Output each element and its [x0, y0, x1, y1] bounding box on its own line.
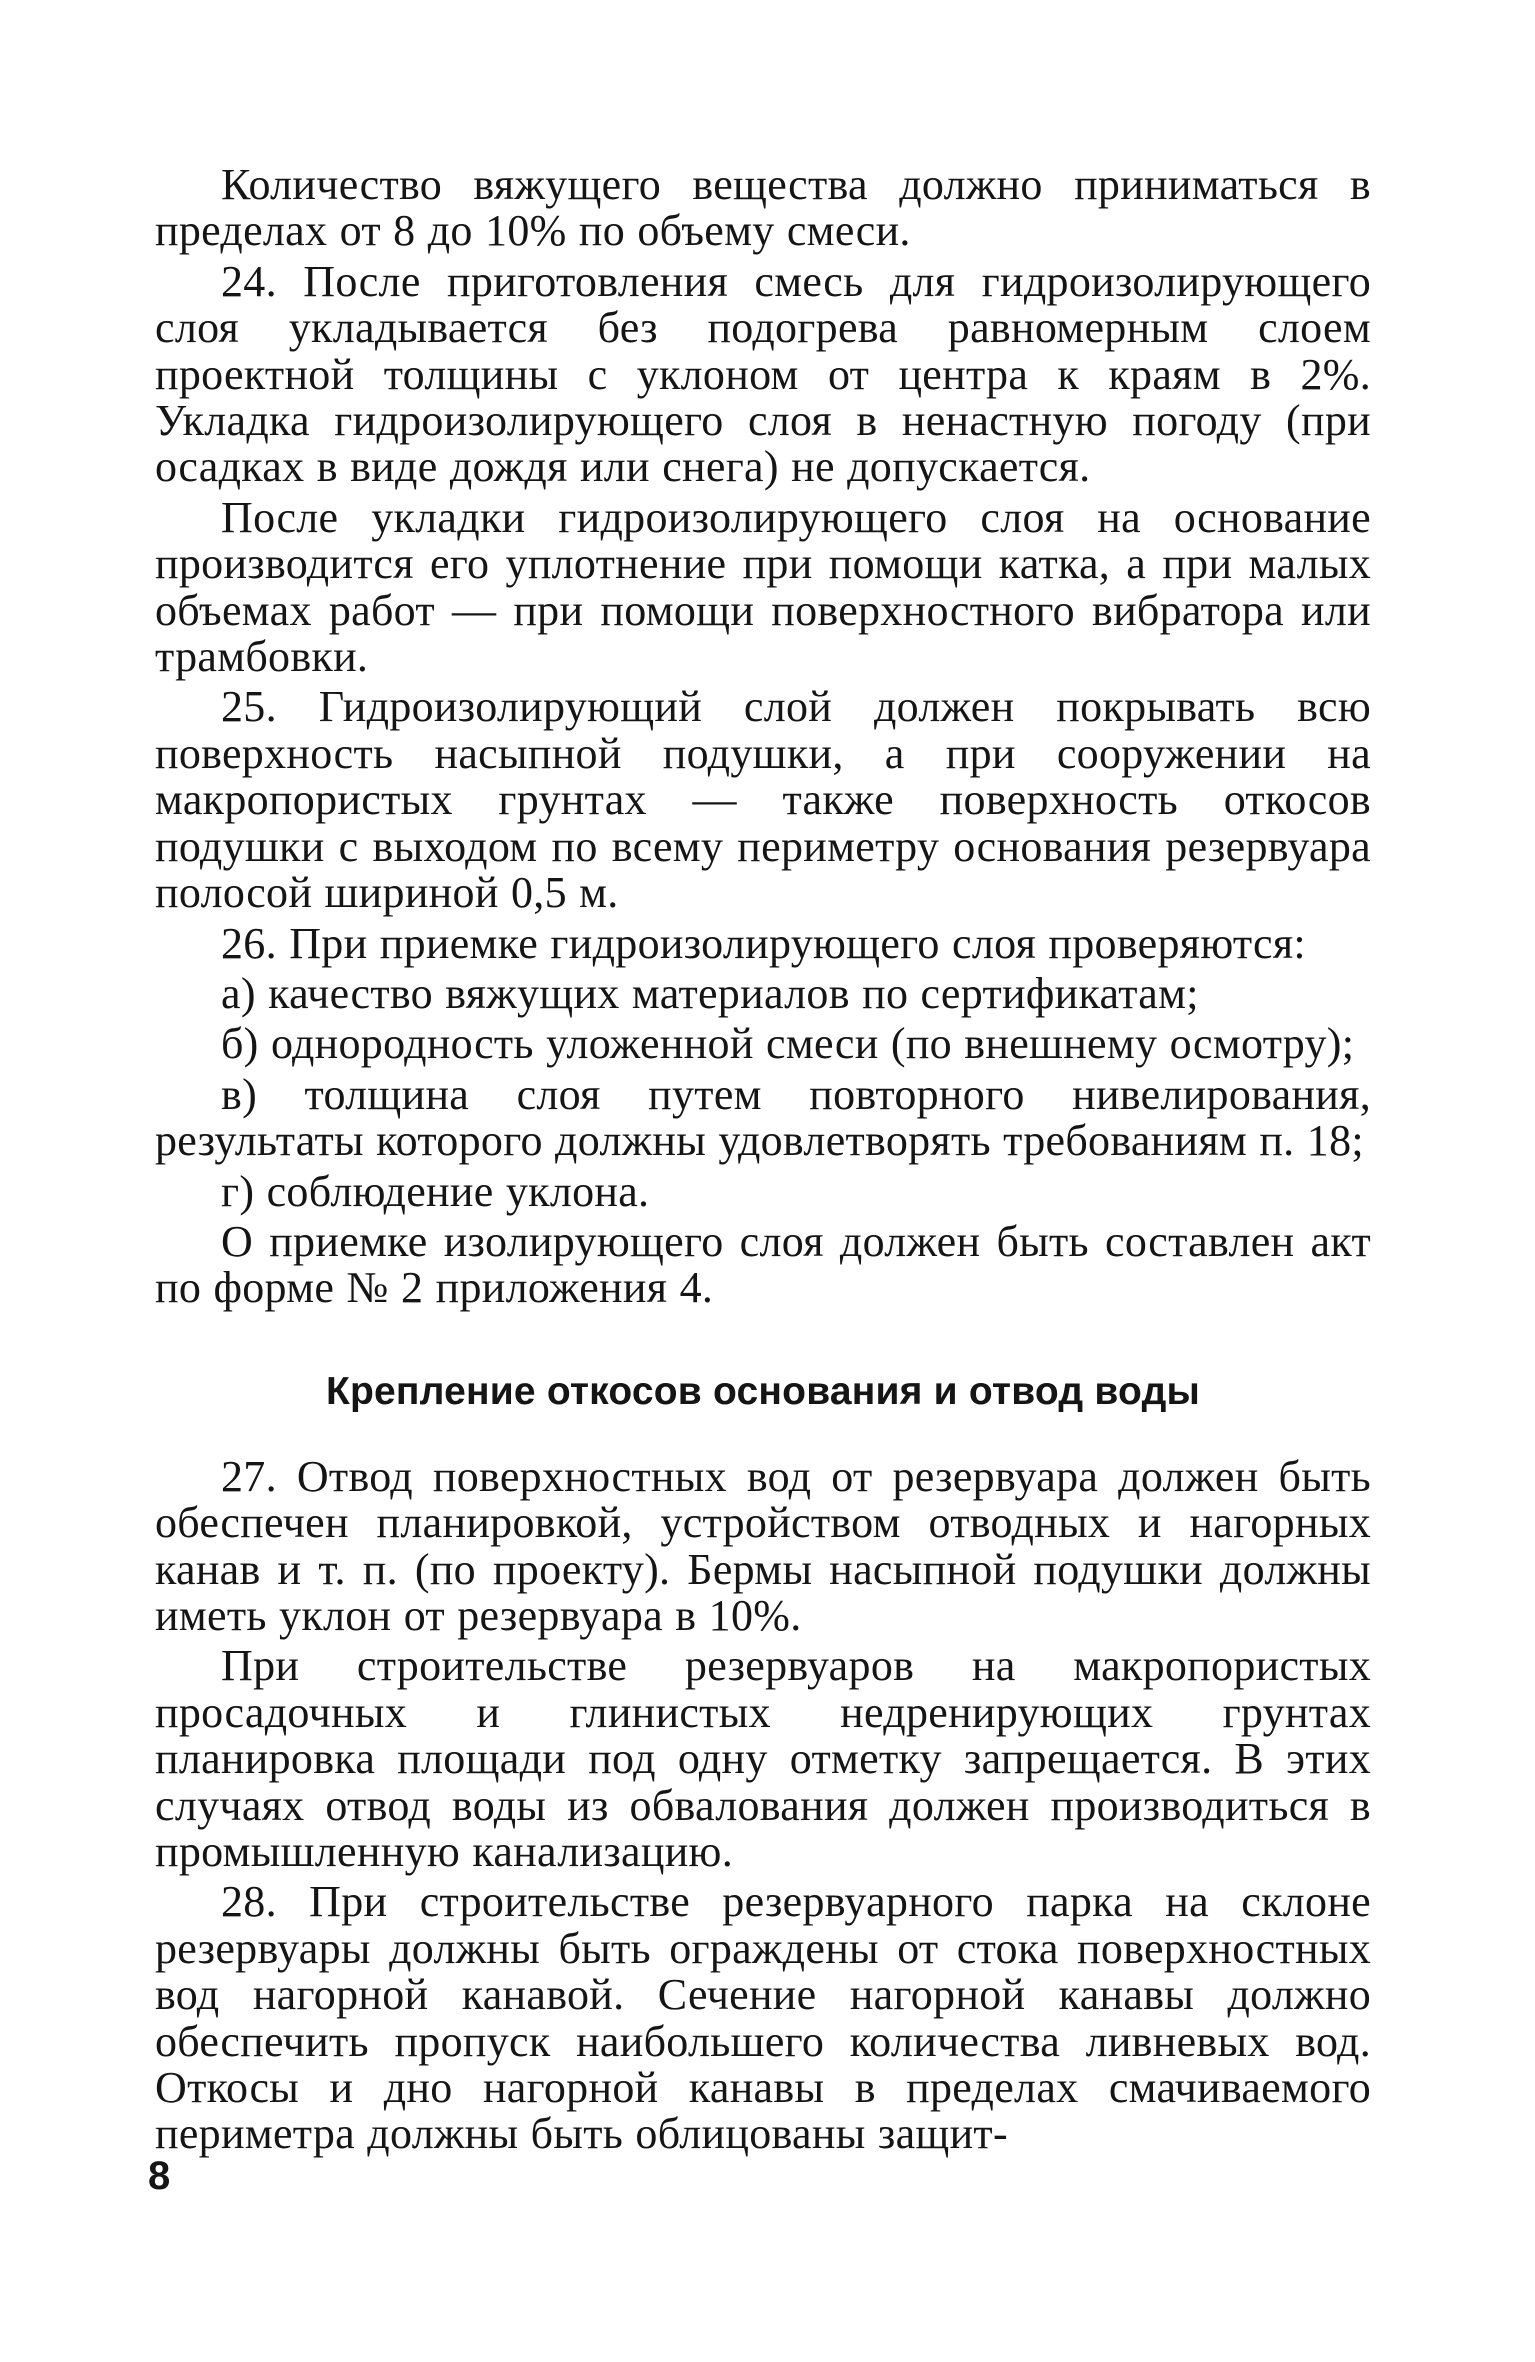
- list-item-a: а) качество вяжущих материалов по сертификатам;: [221, 968, 1199, 1018]
- list-item-b: б) однородность уложенной смеси (по внешнему осмотру);: [221, 1019, 1355, 1069]
- list-item-g: г) соблюдение уклона.: [221, 1166, 650, 1216]
- paragraph-25: 25. Гидроизолирующий слой должен покрывать всю поверхность насыпной подушки, а при сооружении на макропористых грунтах — также поверхность откосов подушки с выходом по всему периметру основания резервуара полосой шириной 0,5 м.: [155, 682, 1371, 918]
- paragraph-binder-quantity: Количество вяжущего вещества должно приниматься в пределах от 8 до 10% по объему смеси.: [155, 160, 1371, 256]
- paragraph-compaction: После укладки гидроизолирующего слоя на основание производится его уплотнение при помощи катка, а при малых объемах работ — при помощи поверхностного вибратора или трамбовки.: [155, 492, 1371, 682]
- list-item-v: в) толщина слоя путем повторного нивелирования, результаты которого должны удовлетворять требованиям п. 18;: [155, 1069, 1371, 1166]
- page-number: 8: [148, 2154, 171, 2198]
- page-body: [155, 162, 1371, 2158]
- paragraph-26: 26. При приемке гидроизолирующего слоя проверяются:: [221, 918, 1306, 968]
- section-heading: Крепление откосов основания и отвод воды: [325, 1369, 1201, 1413]
- paragraph-28: 28. При строительстве резервуарного парка на склоне резервуары должны быть ограждены от стока поверхностных вод нагорной канавой. Сечение нагорной канавы должно обеспечить пропуск наибольшего количества ливневых вод. Откосы и дно нагорной канавы в пределах смачиваемого периметра должны быть облицованы защит-: [155, 1877, 1371, 2159]
- paragraph-27: 27. Отвод поверхностных вод от резервуара должен быть обеспечен планировкой, устройством отводных и нагорных канав и т. п. (по проекту). Бермы насыпной подушки должны иметь уклон от резервуара в 10%.: [155, 1451, 1371, 1640]
- paragraph-acceptance-act: О приемке изолирующего слоя должен быть составлен акт по форме № 2 приложения 4.: [155, 1216, 1371, 1313]
- paragraph-24: 24. После приготовления смесь для гидроизолирующего слоя укладывается без подогрева равномерным слоем проектной толщины с уклоном от центра к краям в 2%. Укладка гидроизолирующего слоя в ненастную погоду (при осадках в виде дождя или снега) не допускается.: [155, 256, 1371, 492]
- paragraph-macroporous: При строительстве резервуаров на макропористых просадочных и глинистых недренирующих грунтах планировка площади под одну отметку запрещается. В этих случаях отвод воды из обвалования должен производиться в промышленную канализацию.: [155, 1641, 1371, 1876]
